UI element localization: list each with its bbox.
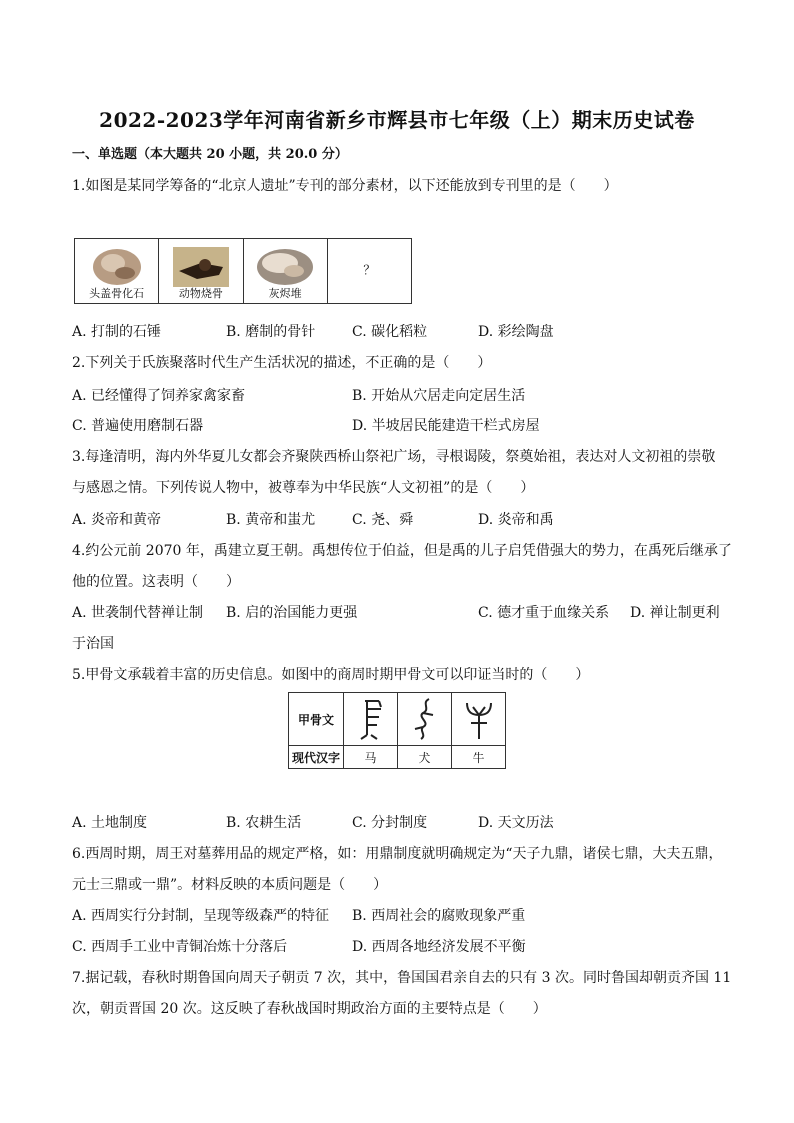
question-5-option-a: A. 土地制度	[72, 815, 148, 831]
ox-glyph-icon	[459, 695, 499, 741]
burnt-bones-image	[171, 245, 231, 289]
figure-caption: 头盖骨化石	[89, 287, 145, 300]
question-2-stem: 2.下列关于氏族聚落时代生产生活状况的描述，不正确的是（ ）	[72, 355, 492, 371]
question-1-option-b: B. 磨制的骨针	[226, 324, 316, 340]
question-4-option-c: C. 德才重于血缘关系	[478, 605, 610, 621]
question-2-option-a: A. 已经懂得了饲养家禽家畜	[72, 388, 246, 404]
figure-cell-ash	[244, 239, 328, 303]
question-4-option-d-cont: 于治国	[72, 636, 114, 652]
modern-char-horse: 马	[344, 746, 398, 769]
figure-caption: 动物烧骨	[178, 287, 223, 300]
question-7-stem-line2: 次，朝贡晋国 20 次。这反映了春秋战国时期政治方面的主要特点是（ ）	[72, 1001, 547, 1017]
question-6-option-d: D. 西周各地经济发展不平衡	[352, 939, 526, 955]
section-heading: 一、单选题（本大题共 20 小题，共 20.0 分）	[72, 147, 348, 162]
question-4-option-d: D. 禅让制更利	[630, 605, 720, 621]
question-1-option-d: D. 彩绘陶盘	[478, 324, 554, 340]
oracle-glyph-dog	[398, 693, 452, 746]
question-4-option-a: A. 世袭制代替禅让制	[72, 605, 204, 621]
question-3-option-d: D. 炎帝和禹	[478, 512, 554, 528]
question-4-option-b: B. 启的治国能力更强	[226, 605, 358, 621]
question-1-stem: 1.如图是某同学筹备的“北京人遗址”专刊的部分素材，以下还能放到专刊里的是（ ）	[72, 178, 618, 194]
question-3-option-a: A. 炎帝和黄帝	[72, 512, 162, 528]
question-6-stem-line2: 元士三鼎或一鼎”。材料反映的本质问题是（ ）	[72, 877, 388, 893]
modern-header: 现代汉字	[289, 746, 344, 769]
figure-cell-unknown	[328, 239, 411, 303]
question-4-stem-line1: 4.约公元前 2070 年，禹建立夏王朝。禹想传位于伯益，但是禹的儿子启凭借强大的势力，在禹死后继承了	[72, 543, 732, 559]
question-4-stem-line2: 他的位置。这表明（ ）	[72, 574, 240, 590]
question-6-option-c: C. 西周手工业中青铜冶炼十分落后	[72, 939, 288, 955]
ash-heap-image	[254, 245, 316, 289]
question-1-figure	[74, 238, 412, 304]
question-5-option-c: C. 分封制度	[352, 815, 428, 831]
oracle-glyph-horse	[344, 693, 398, 746]
figure-cell-skull	[75, 239, 159, 303]
question-7-stem-line1: 7.据记载，春秋时期鲁国向周天子朝贡 7 次，其中，鲁国国君亲自去的只有 3 次。同时鲁国却朝贡齐国 11	[72, 970, 732, 986]
question-1-option-c: C. 碳化稻粒	[352, 324, 428, 340]
question-2-option-d: D. 半坡居民能建造干栏式房屋	[352, 418, 540, 434]
question-3-option-c: C. 尧、舜	[352, 512, 414, 528]
unknown-mark: ？	[363, 263, 376, 277]
question-2-option-b: B. 开始从穴居走向定居生活	[352, 388, 526, 404]
figure-caption: 灰烬堆	[268, 287, 302, 300]
page-title: 2022-2023学年河南省新乡市辉县市七年级（上）期末历史试卷	[99, 108, 695, 132]
question-6-stem-line1: 6.西周时期，周王对墓葬用品的规定严格，如：用鼎制度就明确规定为“天子九鼎，诸侯七鼎，大夫五鼎，	[72, 846, 723, 862]
question-6-option-b: B. 西周社会的腐败现象严重	[352, 908, 526, 924]
question-3-stem-line1: 3.每逢清明，海内外华夏儿女都会齐聚陕西桥山祭祀广场，寻根谒陵，祭奠始祖，表达对人文初祖的崇敬	[72, 449, 716, 465]
question-6-option-a: A. 西周实行分封制，呈现等级森严的特征	[72, 908, 330, 924]
dog-glyph-icon	[405, 695, 445, 741]
question-5-option-b: B. 农耕生活	[226, 815, 302, 831]
question-5-option-d: D. 天文历法	[478, 815, 554, 831]
question-3-option-b: B. 黄帝和蚩尤	[226, 512, 316, 528]
question-5-stem: 5.甲骨文承载着丰富的历史信息。如图中的商周时期甲骨文可以印证当时的（ ）	[72, 667, 590, 683]
horse-glyph-icon	[351, 695, 391, 741]
skull-fossil-image	[87, 245, 147, 289]
question-1-option-a: A. 打制的石锤	[72, 324, 162, 340]
modern-char-dog: 犬	[398, 746, 452, 769]
question-2-option-c: C. 普遍使用磨制石器	[72, 418, 204, 434]
modern-char-ox: 牛	[452, 746, 506, 769]
oracle-glyph-ox	[452, 693, 506, 746]
question-3-stem-line2: 与感恩之情。下列传说人物中，被尊奉为中华民族“人文初祖”的是（ ）	[72, 480, 535, 496]
oracle-bone-table	[288, 692, 506, 769]
oracle-header: 甲骨文	[289, 693, 344, 746]
figure-cell-bones	[159, 239, 243, 303]
